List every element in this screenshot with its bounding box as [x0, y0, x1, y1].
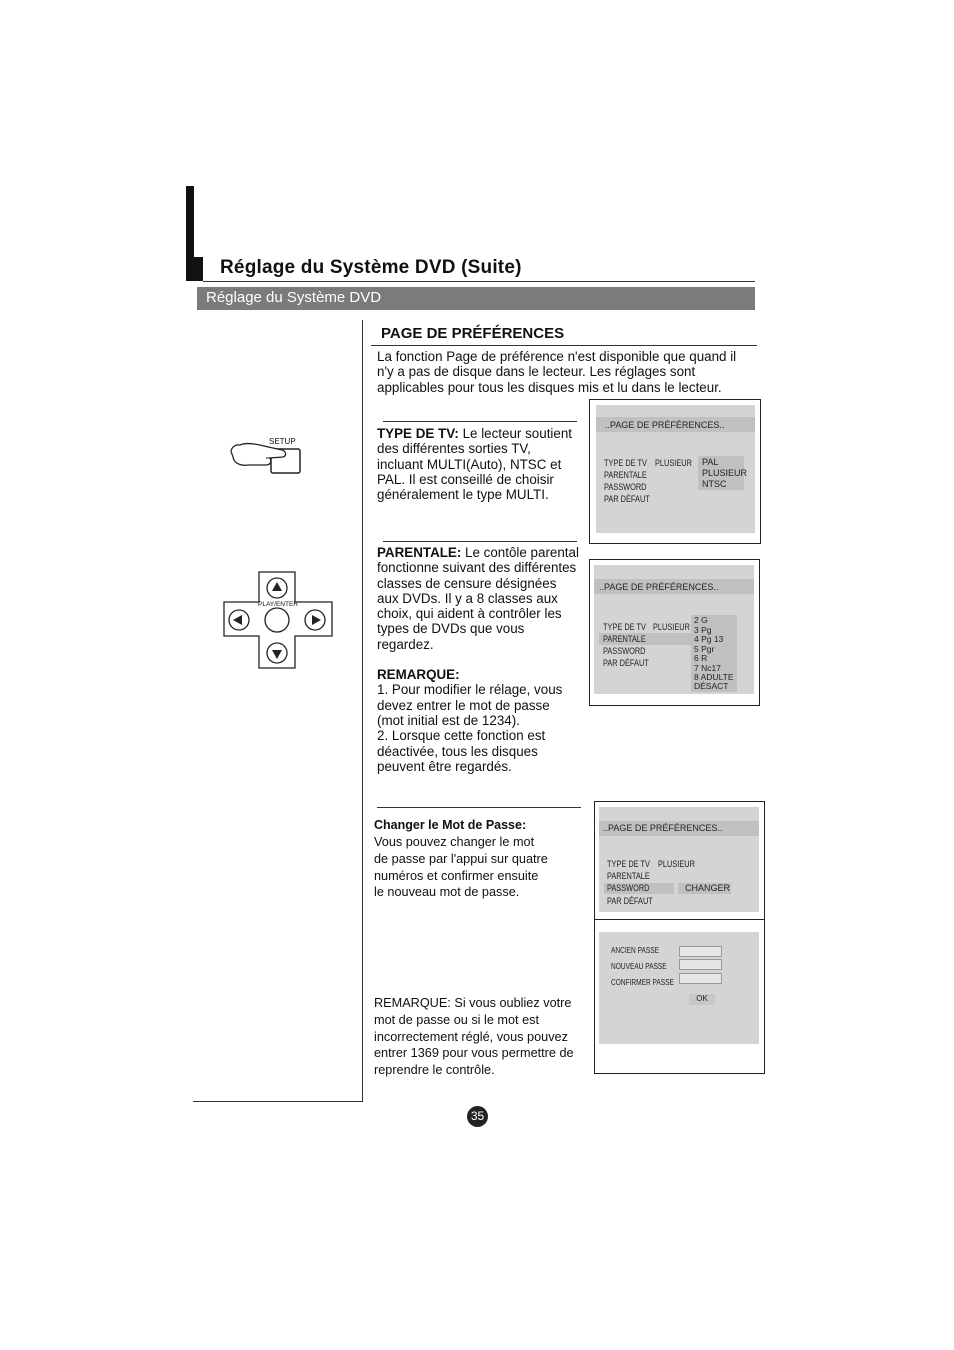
column-divider [362, 320, 363, 1102]
password-remark [374, 995, 594, 1079]
parental-line: choix, qui aident à contrôler les [377, 606, 562, 622]
old-password-field [679, 946, 722, 957]
parental-line: regardez. [377, 636, 434, 652]
parental-line: types de DVDs que vous [377, 621, 525, 637]
osd-value: PLUSIEUR [653, 622, 690, 632]
new-password-field [679, 959, 722, 970]
tv-type-paragraph [377, 426, 587, 502]
intro-line: La fonction Page de préférence n'est disponible que quand il [377, 349, 737, 364]
osd-field-label: CONFIRMER PASSE [611, 978, 674, 987]
parental-text: Le contôle parental [461, 545, 579, 560]
osd-menu-item: TYPE DE TV [607, 859, 650, 869]
parental-first-line [377, 545, 592, 560]
intro-line: n'y a pas de disque dans le lecteur. Les réglages sont [377, 364, 696, 380]
osd-menu-item: PASSWORD [603, 646, 646, 656]
osd-title-text: ..PAGE DE PRÉFÉRENCES.. [605, 420, 725, 430]
osd-option: NTSC [702, 479, 727, 489]
osd-menu-item: PASSWORD [604, 482, 647, 492]
osd-option: 6 R [694, 653, 708, 663]
osd-option: 4 Pg 13 [694, 634, 724, 644]
page-title: Réglage du Système DVD (Suite) [220, 257, 522, 278]
osd-tv-type-screen [596, 405, 755, 533]
osd-option: PLUSIEUR [702, 468, 748, 478]
password-remark-line: REMARQUE: Si vous oubliez votre [374, 996, 572, 1010]
password-line: numéros et confirmer ensuite [374, 868, 539, 883]
password-rule [377, 807, 581, 808]
osd-option: 8 ADULTE [694, 672, 734, 682]
directional-pad-illustration [221, 569, 335, 671]
parental-remark-line: devez entrer le mot de passe [377, 697, 550, 713]
osd-field-label: NOUVEAU PASSE [611, 962, 667, 971]
setup-hand-illustration [226, 432, 306, 478]
tv-type-rule [383, 421, 577, 422]
osd-parental-screen [594, 565, 754, 694]
parental-line: classes de censure désignées [377, 575, 557, 591]
osd-menu-item: PASSWORD [607, 883, 650, 893]
password-remark-line: incorrectement réglé, vous pouvez [374, 1029, 568, 1044]
osd-password-divider [594, 919, 765, 920]
parental-rule [383, 541, 577, 542]
osd-option: DÉSACT [694, 681, 729, 691]
osd-menu-item: PARENTALE [603, 634, 646, 644]
section-heading: PAGE DE PRÉFÉRENCES [381, 325, 565, 342]
parental-remark-line: 1. Pour modifier le rélage, vous [377, 682, 563, 698]
title-underline [203, 281, 755, 282]
tv-type-line: PAL. Il est conseillé de choisir [377, 471, 554, 487]
password-line: de passe par l'appui sur quatre [374, 851, 548, 866]
password-label: Changer le Mot de Passe: [374, 818, 527, 832]
parental-line: aux DVDs. Il y a 8 classes aux [377, 590, 558, 606]
osd-password-entry-screen [599, 932, 759, 1044]
tv-type-label: TYPE DE TV: [377, 426, 459, 441]
intro-paragraph [377, 349, 757, 395]
osd-title-text: ..PAGE DE PRÉFÉRENCES.. [599, 582, 719, 592]
setup-label: SETUP [269, 437, 296, 446]
osd-field-label: ANCIEN PASSE [611, 946, 660, 955]
osd-option: 3 Pg [694, 624, 712, 635]
osd-ok-button: OK [689, 994, 715, 1005]
password-paragraph [374, 834, 589, 901]
tv-type-line: des différentes sorties TV, [377, 441, 531, 457]
header-accent-block [186, 257, 203, 281]
play-enter-label: PLAY/ENTER [258, 601, 298, 608]
section-heading-rule [371, 345, 757, 346]
osd-menu-item: PAR DÉFAUT [607, 896, 653, 906]
parental-remark-title: REMARQUE: [377, 667, 460, 683]
osd-menu-item: PARENTALE [604, 470, 647, 480]
osd-title-text: ..PAGE DE PRÉFÉRENCES.. [603, 823, 723, 833]
confirm-password-field [679, 973, 722, 984]
osd-menu-item: PAR DÉFAUT [603, 658, 649, 668]
parental-paragraph [377, 545, 592, 774]
osd-option: 7 Nc17 [694, 662, 721, 673]
page-number-badge [467, 1106, 488, 1127]
section-band: Réglage du Système DVD [197, 287, 755, 310]
tv-type-line: généralement le type MULTI. [377, 487, 549, 503]
osd-option: 5 Pgr [694, 643, 715, 654]
bottom-rule [193, 1101, 363, 1102]
osd-change-option: CHANGER [685, 883, 731, 893]
parental-line: fonctionne suivant des différentes [377, 560, 577, 576]
osd-option: 2 G [694, 615, 708, 625]
parental-remark-line: 2. Lorsque cette fonction est [377, 728, 546, 744]
parental-remark-line: (mot initial est de 1234). [377, 712, 520, 728]
osd-menu-item: PAR DÉFAUT [604, 494, 650, 504]
parental-remark-line: déactivée, tous les disques [377, 743, 538, 759]
osd-menu-item: TYPE DE TV [604, 458, 647, 468]
password-remark-line: entrer 1369 pour vous permettre de [374, 1046, 574, 1061]
osd-value: PLUSIEUR [658, 859, 695, 869]
intro-line: applicables pour tous les disques mis et lu dans le lecteur. [377, 379, 722, 395]
osd-menu-item: TYPE DE TV [603, 622, 646, 632]
osd-password-screen [599, 807, 759, 912]
parental-label: PARENTALE: [377, 545, 462, 560]
tv-type-text: Le lecteur soutient [458, 426, 573, 441]
password-remark-line: mot de passe ou si le mot est [374, 1012, 540, 1027]
osd-menu-item: PARENTALE [607, 871, 650, 881]
page-number: 35 [470, 1109, 485, 1123]
password-line: le nouveau mot de passe. [374, 885, 520, 900]
tv-type-first-line [377, 426, 587, 441]
osd-option: PAL [702, 457, 719, 467]
osd-value: PLUSIEUR [655, 458, 692, 468]
tv-type-line: incluant MULTI(Auto), NTSC et [377, 456, 562, 472]
parental-remark-line: peuvent être regardés. [377, 758, 512, 774]
password-remark-line: reprendre le contrôle. [374, 1063, 495, 1078]
password-line: Vous pouvez changer le mot [374, 835, 535, 849]
